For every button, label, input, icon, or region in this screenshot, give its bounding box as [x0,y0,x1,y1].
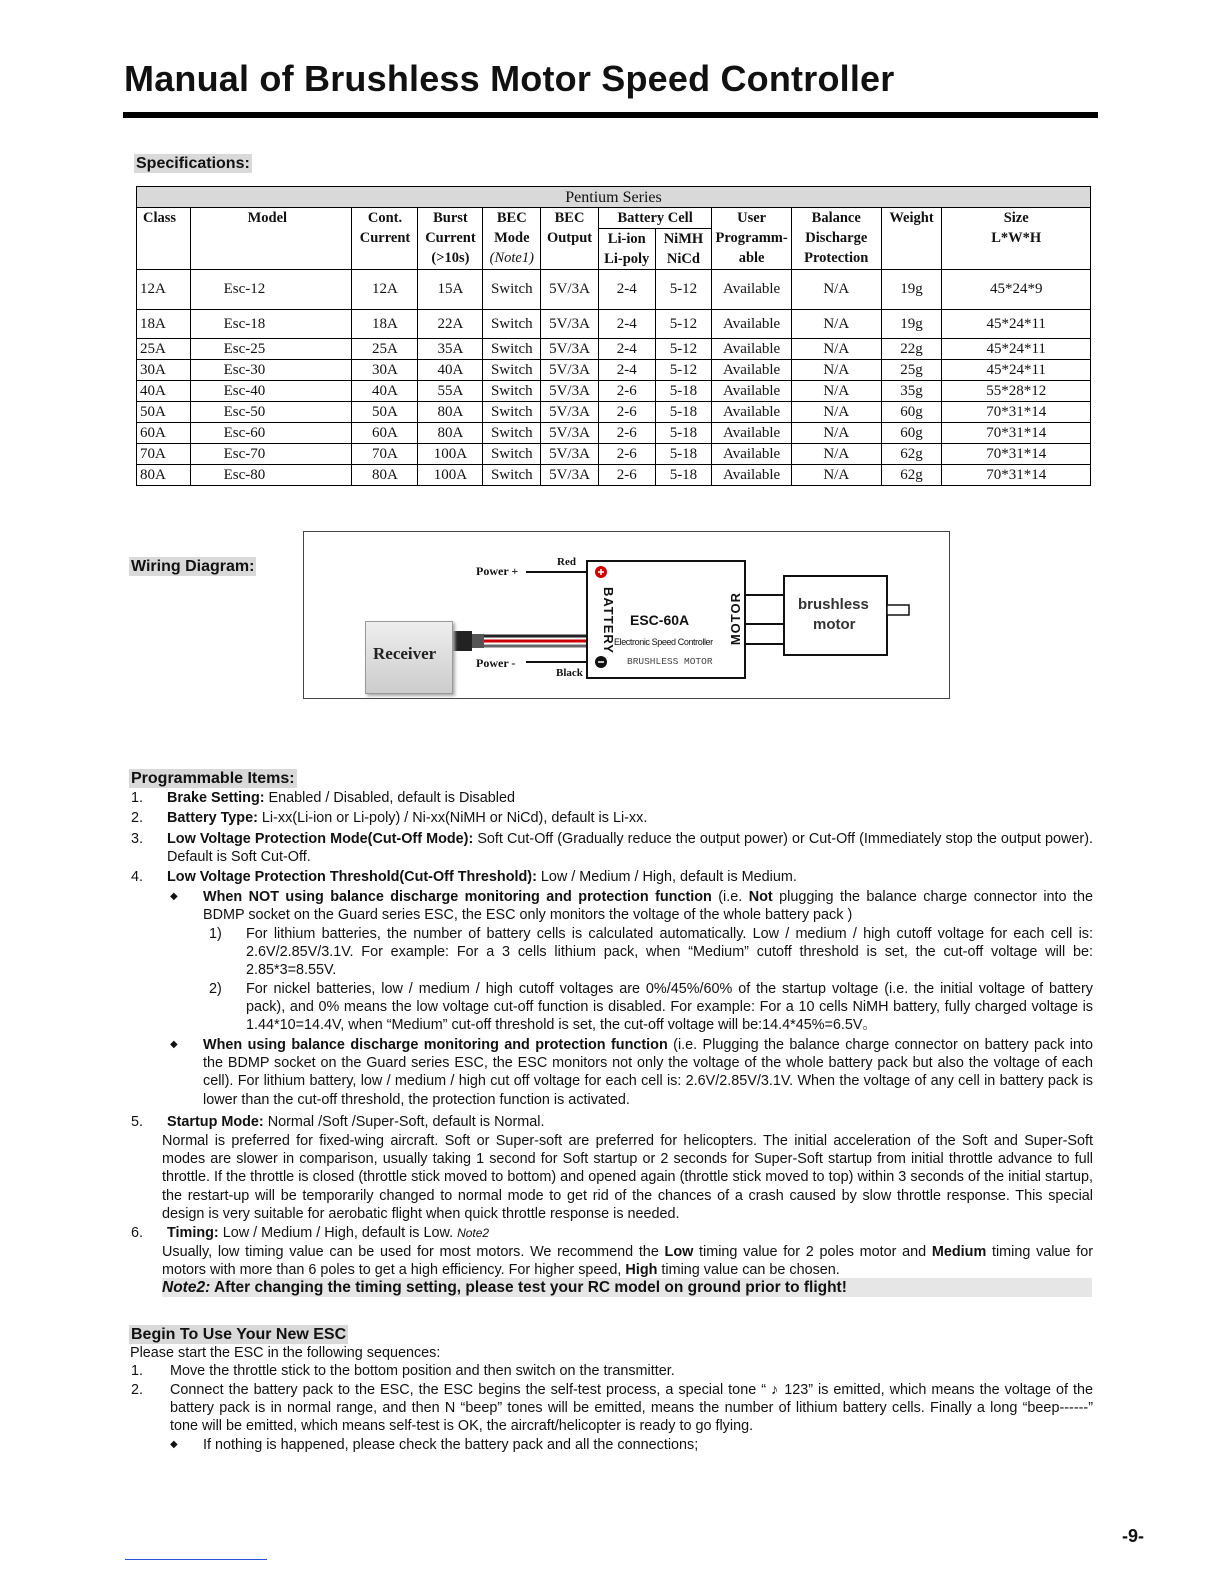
item-6-high: High [625,1262,658,1279]
item-6-p2: timing value for 2 poles motor and [693,1244,932,1260]
cell-class: 70A [137,444,191,465]
cell-class: 30A [137,360,191,381]
table-row [137,381,1091,402]
bullet-icon: ◆ [170,891,178,902]
cell-user: Available [712,402,792,423]
wiring-heading: Wiring Diagram: [131,558,255,575]
motor-side-label: MOTOR [728,592,743,646]
bullet-icon: ◆ [170,1439,178,1450]
spec-table [136,186,1091,486]
begin-heading: Begin To Use Your New ESC [131,1326,347,1343]
col-bec-output-sub: Output [546,230,593,246]
table-header-row [137,208,1091,229]
note2-text: After changing the timing setting, please test your RC model on ground prior to flight! [210,1279,847,1296]
cell-out: 5V/3A [541,310,599,339]
cell-bec: Switch [483,270,541,310]
cell-bal: N/A [791,402,881,423]
col-balance-sub2: Protection [804,250,869,266]
item-2 [167,809,647,827]
begin-step-2-text: Connect the battery pack to the ESC, the ESC begins the self-test process, a special tone “ ♪ 123” is emitted, which means the voltage of the battery pack is in normal range, and then N “beep” tones will be emitted, means the number of lithium battery cells. Finally a long “beep------” tone will be emitted, which means self-test is OK, the aircraft/helicopter is ready to go flying. [170,1382,1093,1435]
item-1-number: 1. [131,790,144,806]
item-3-text: Soft Cut-Off (Gradually reduce the output power) or Cut-Off (Immediately stop the output power). Default is Soft Cut-Off. [167,831,1093,866]
wiring-diagram [303,531,950,699]
item-5-number: 5. [131,1114,144,1130]
col-battery-cell: Battery Cell [617,210,693,226]
cell-burst: 22A [418,310,483,339]
bullet-2 [203,1036,1093,1109]
cell-weight: 22g [881,339,942,360]
cell-model: Esc-60 [190,423,352,444]
item-4 [167,868,797,886]
cell-bal: N/A [791,381,881,402]
red-wire-label: Red [557,556,576,568]
cell-bal: N/A [791,423,881,444]
cell-user: Available [712,270,792,310]
cell-size: 45*24*11 [942,339,1091,360]
cell-cont: 30A [352,360,418,381]
cell-user: Available [712,310,792,339]
cell-li: 2-6 [598,423,655,444]
cell-model: Esc-50 [190,402,352,423]
begin-step-2-number: 2. [131,1382,144,1398]
specifications-heading: Specifications: [136,155,250,172]
col-balance: Balance [811,210,861,226]
cell-weight: 60g [881,402,942,423]
cell-li: 2-6 [598,444,655,465]
table-row [137,360,1091,381]
bullet-icon: ◆ [170,1039,178,1050]
cell-out: 5V/3A [541,360,599,381]
cell-ni: 5-18 [655,465,712,486]
bullet-1-text-b: plugging the balance charge connector into the BDMP socket on the Guard series ESC, the ESC only monitors the voltage of the whole battery pack ) [203,889,1093,924]
table-row [137,465,1091,486]
esc-model-label: ESC-60A [630,612,690,628]
cell-ni: 5-18 [655,402,712,423]
cell-weight: 19g [881,270,942,310]
sub-1-number: 1) [209,926,222,942]
cell-out: 5V/3A [541,381,599,402]
col-user-sub2: able [738,250,765,266]
item-3 [167,830,1093,866]
item-6-medium: Medium [931,1244,987,1260]
cell-out: 5V/3A [541,339,599,360]
spec-table-body [137,270,1091,486]
table-row [137,444,1091,465]
cell-model: Esc-70 [190,444,352,465]
begin-bullet-text: If nothing is happened, please check the battery pack and all the connections; [203,1437,699,1453]
cell-bal: N/A [791,360,881,381]
cell-model: Esc-40 [190,381,352,402]
cell-weight: 62g [881,444,942,465]
footer-line [125,1559,267,1560]
bullet-1-not: Not [748,889,773,905]
cell-li: 2-6 [598,465,655,486]
cell-size: 70*31*14 [942,444,1091,465]
power-plus-label: Power + [476,564,519,578]
col-cont: Cont. [367,210,403,226]
cell-bal: N/A [791,465,881,486]
cell-model: Esc-25 [190,339,352,360]
item-6-text: Low / Medium / High, default is Low. [218,1225,458,1241]
col-nimh: NiMH [663,231,704,247]
item-4-text: Low / Medium / High, default is Medium. [536,869,797,885]
cell-user: Available [712,423,792,444]
cell-burst: 80A [418,402,483,423]
cell-weight: 19g [881,310,942,339]
col-user-sub: Programm- [715,230,788,246]
cell-bec: Switch [483,402,541,423]
cell-cont: 80A [352,465,418,486]
cell-bal: N/A [791,339,881,360]
cell-burst: 100A [418,465,483,486]
col-burst: Burst [433,210,468,226]
cell-class: 60A [137,423,191,444]
cell-burst: 55A [418,381,483,402]
cell-weight: 60g [881,423,942,444]
table-row [137,423,1091,444]
table-row [137,339,1091,360]
cell-bec: Switch [483,465,541,486]
cell-weight: 62g [881,465,942,486]
esc-brand-label: BRUSHLESS MOTOR [627,656,713,667]
col-size-sub: L*W*H [991,230,1042,246]
cell-class: 50A [137,402,191,423]
col-size: Size [1003,210,1029,226]
cell-size: 55*28*12 [942,381,1091,402]
cell-cont: 60A [352,423,418,444]
title-divider [123,112,1098,118]
table-row [137,270,1091,310]
cell-ni: 5-12 [655,360,712,381]
cell-li: 2-4 [598,270,655,310]
col-class: Class [143,210,177,226]
item-1-text: Enabled / Disabled, default is Disabled [264,790,515,806]
programmable-heading: Programmable Items: [131,770,295,787]
cell-li: 2-6 [598,402,655,423]
begin-step-1-number: 1. [131,1363,144,1379]
cell-li: 2-4 [598,360,655,381]
item-6-number: 6. [131,1225,144,1241]
battery-side-label: BATTERY [601,587,616,654]
cell-ni: 5-12 [655,339,712,360]
col-weight: Weight [889,210,934,226]
col-nicd: NiCd [666,251,700,267]
col-cont-sub: Current [359,230,411,246]
cell-out: 5V/3A [541,465,599,486]
cell-model: Esc-30 [190,360,352,381]
note2-banner [162,1278,1092,1297]
item-2-number: 2. [131,810,144,826]
cell-size: 45*24*11 [942,360,1091,381]
cell-out: 5V/3A [541,402,599,423]
sub-1-text: For lithium batteries, the number of battery cells is calculated automatically. Low / medium / high cutoff voltage for each cell is: 2.6V/2.85V/3.1V. For example: For a 3 cells lithium pack, when “Medium” cutoff threshold is set, the cut-off voltage will be: 2.85*3=8.55V. [246,926,1093,979]
cell-class: 18A [137,310,191,339]
bullet-2-text: (i.e. Plugging the balance charge connector on battery pack into the BDMP socket on the Guard series ESC, the ESC monitors not only the voltage of the whole battery pack but also the voltage of each cell). For lithium battery, low / medium / high cut off voltage for each cell is: 2.6V/2.85V/3.1V. When the voltage of any cell in battery pack is lower than the cut-off threshold, the protection function is activated. [203,1037,1094,1108]
col-liion: Li-ion [607,231,646,247]
cell-bec: Switch [483,423,541,444]
bullet-2-label: When using balance discharge monitoring and protection function [203,1037,668,1053]
table-row [137,310,1091,339]
table-row [137,402,1091,423]
cell-size: 70*31*14 [942,423,1091,444]
receiver-label: Receiver [373,644,437,663]
cell-cont: 40A [352,381,418,402]
cell-li: 2-6 [598,381,655,402]
item-6-low: Low [664,1244,694,1260]
cell-burst: 100A [418,444,483,465]
cell-size: 45*24*9 [942,270,1091,310]
cell-cont: 50A [352,402,418,423]
motor-label-2: motor [813,616,856,633]
item-6-note: Note2 [457,1226,490,1240]
col-lipoly: Li-poly [604,251,650,267]
item-6-paragraph [162,1243,1093,1279]
begin-step-1-text: Move the throttle stick to the bottom position and then switch on the transmitter. [170,1363,675,1379]
cell-weight: 35g [881,381,942,402]
black-wire-label: Black [556,667,583,679]
cell-model: Esc-80 [190,465,352,486]
col-bec-mode: BEC [496,210,527,226]
cell-bal: N/A [791,444,881,465]
cell-bal: N/A [791,270,881,310]
item-3-number: 3. [131,831,144,847]
col-user: User [737,210,767,226]
power-minus-label: Power - [476,656,516,670]
item-6-p3: timing value for motors with more than 6 poles to get a high efficiency. For higher speed, [162,1244,1093,1279]
cell-user: Available [712,381,792,402]
cell-bec: Switch [483,310,541,339]
item-2-label: Battery Type: [167,810,258,826]
cell-user: Available [712,360,792,381]
cell-ni: 5-12 [655,270,712,310]
cell-out: 5V/3A [541,270,599,310]
note2-label: Note2: [162,1279,211,1296]
cell-class: 80A [137,465,191,486]
bullet-1-text-a: (i.e. [711,889,749,905]
begin-intro: Please start the ESC in the following sequences: [130,1345,441,1361]
page-title: Manual of Brushless Motor Speed Controller [124,58,895,99]
cell-user: Available [712,339,792,360]
item-5-paragraph: Normal is preferred for fixed-wing aircraft. Soft or Super-soft are preferred for helicopters. The initial acceleration of the Soft and Super-Soft modes are slower in comparison, usually taking 1 second for Soft startup or 2 seconds for Super-Soft startup from initial throttle advance to full throttle. If the throttle is closed (throttle stick moved to bottom) and opened again (throttle stick moved to top) within 3 seconds of the initial startup, the restart-up will be temporarily changed to normal mode to get rid of the chances of a crash caused by slow throttle response. This special design is very suitable for aerobatic flight when quick throttle response is needed. [162,1133,1093,1222]
cell-bec: Switch [483,339,541,360]
cell-model: Esc-12 [190,270,352,310]
cell-out: 5V/3A [541,423,599,444]
cell-burst: 40A [418,360,483,381]
item-4-number: 4. [131,869,144,885]
cell-size: 70*31*14 [942,402,1091,423]
bullet-1 [203,888,1093,924]
cell-li: 2-4 [598,310,655,339]
item-1-label: Brake Setting: [167,790,265,806]
cell-out: 5V/3A [541,444,599,465]
cell-user: Available [712,465,792,486]
item-4-label: Low Voltage Protection Threshold(Cut-Off Threshold): [167,869,537,885]
cell-class: 25A [137,339,191,360]
item-2-text: Li-xx(Li-ion or Li-poly) / Ni-xx(NiMH or NiCd), default is Li-xx. [257,810,648,826]
cell-size: 70*31*14 [942,465,1091,486]
cell-cont: 18A [352,310,418,339]
cell-weight: 25g [881,360,942,381]
cell-user: Available [712,444,792,465]
sub-2-text: For nickel batteries, low / medium / high cutoff voltages are 0%/45%/60% of the startup voltage (i.e. the initial voltage of battery pack), and 0% means the low voltage cut-off function is disabled. For example: For a 10 cells NiMH battery, fully charged voltage is 1.44*10=14.4V, when “Medium” cut-off threshold is set, the cut-off voltage will be:14.4*45%=6.5V。 [246,981,1093,1034]
cell-class: 40A [137,381,191,402]
item-3-label: Low Voltage Protection Mode(Cut-Off Mode): [167,831,474,847]
cell-burst: 80A [418,423,483,444]
item-6 [167,1224,489,1242]
item-5-text: Normal /Soft /Super-Soft, default is Normal. [263,1114,545,1130]
cell-ni: 5-18 [655,381,712,402]
col-burst-sub: Current [425,230,476,246]
col-burst-sub2: (>10s) [431,250,470,266]
cell-cont: 25A [352,339,418,360]
cell-burst: 15A [418,270,483,310]
cell-size: 45*24*11 [942,310,1091,339]
cell-bec: Switch [483,381,541,402]
col-bec-output: BEC [554,210,585,226]
item-6-p1: Usually, low timing value can be used for most motors. We recommend the [162,1244,665,1260]
col-model: Model [247,210,288,226]
item-6-label: Timing: [167,1225,219,1241]
page-number: -9- [1122,1526,1144,1546]
item-6-p4: timing value can be chosen. [657,1262,840,1279]
cell-class: 12A [137,270,191,310]
item-5-label: Startup Mode: [167,1114,264,1130]
cell-bal: N/A [791,310,881,339]
motor-label-1: brushless [798,596,869,613]
cell-ni: 5-12 [655,310,712,339]
col-bec-mode-note: (Note1) [489,250,534,266]
bullet-1-label: When NOT using balance discharge monitoring and protection function [203,889,712,905]
cell-ni: 5-18 [655,444,712,465]
cell-bec: Switch [483,444,541,465]
series-title: Pentium Series [137,187,1091,208]
col-balance-sub: Discharge [805,230,868,246]
esc-subtitle-label: Electronic Speed Controller [614,637,713,647]
col-bec-mode-sub: Mode [494,230,530,246]
item-1 [167,789,515,807]
cell-cont: 70A [352,444,418,465]
cell-cont: 12A [352,270,418,310]
cell-burst: 35A [418,339,483,360]
cell-model: Esc-18 [190,310,352,339]
item-5 [167,1113,544,1131]
cell-ni: 5-18 [655,423,712,444]
cell-li: 2-4 [598,339,655,360]
sub-2-number: 2) [209,981,222,997]
cell-bec: Switch [483,360,541,381]
